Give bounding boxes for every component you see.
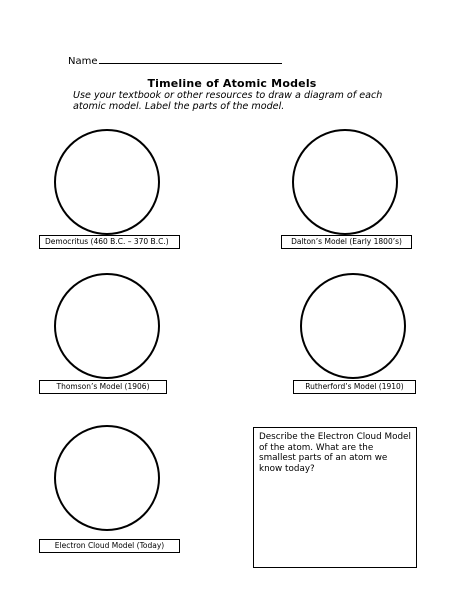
democritus-label: Democritus (460 B.C. – 370 B.C.)	[39, 235, 180, 249]
thomson-label: Thomson’s Model (1906)	[39, 380, 167, 394]
electron-cloud-question-box	[253, 427, 417, 568]
dalton-label: Dalton’s Model (Early 1800’s)	[281, 235, 412, 249]
name-field	[68, 54, 282, 67]
name-blank-line	[99, 54, 282, 64]
rutherford-label: Rutherford’s Model (1910)	[293, 380, 416, 394]
dalton-drawing-circle	[292, 129, 398, 235]
instructions-text: Use your textbook or other resources to draw a diagram of each atomic model. Label the parts of the model.	[73, 90, 383, 112]
democritus-drawing-circle	[54, 129, 160, 235]
name-label: Name	[68, 56, 98, 67]
thomson-drawing-circle	[54, 273, 160, 379]
electron-cloud-question-text: Describe the Electron Cloud Model of the atom. What are the smallest parts of an atom we know today?	[259, 432, 411, 474]
page-title: Timeline of Atomic Models	[147, 77, 317, 90]
electron-cloud-drawing-circle	[54, 425, 160, 531]
electron-cloud-label: Electron Cloud Model (Today)	[39, 539, 180, 553]
rutherford-drawing-circle	[300, 273, 406, 379]
